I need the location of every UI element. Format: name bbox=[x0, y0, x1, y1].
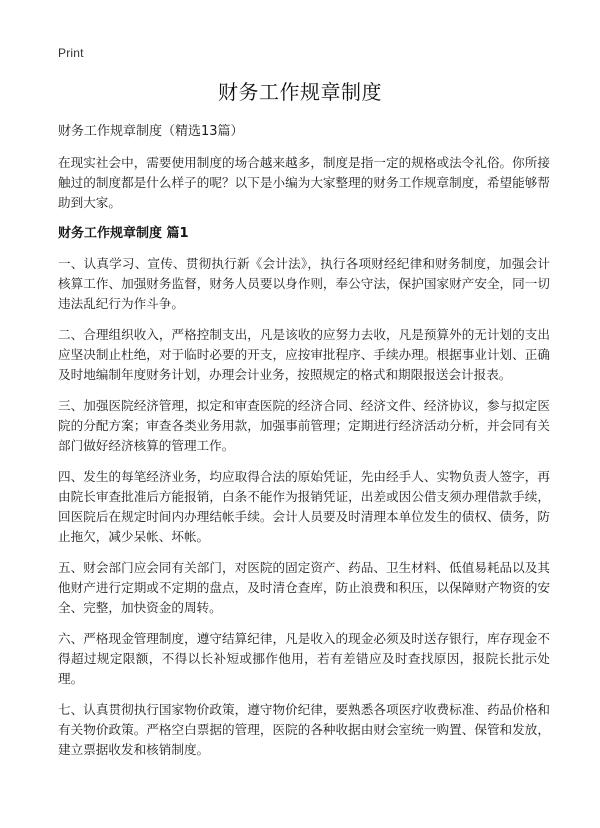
section-heading: 财务工作规章制度 篇1 bbox=[58, 226, 189, 241]
rule-item-2: 二、合理组织收入，严格控制支出，凡是该收的应努力去收，凡是预算外的无计划的支出应坚决制止杜绝，对于临时必要的开支，应按审批程序、手续办理。根据事业计划、正确及时地编制年度财务计划，办理会计业务，按照规定的格式和期限报送会计报表。 bbox=[58, 327, 550, 382]
rule-item-6: 六、严格现金管理制度，遵守结算纪律，凡是收入的现金必须及时送存银行，库存现金不得超过规定限额，不得以长补短或挪作他用，若有差错应及时查找原因，报院长批示处理。 bbox=[58, 631, 550, 686]
intro-paragraph: 在现实社会中，需要使用制度的场合越来越多，制度是指一定的规格或法令礼俗。你所接触过的制度都是什么样子的呢？以下是小编为大家整理的财务工作规章制度，希望能够帮助到大家。 bbox=[58, 155, 550, 210]
document-body bbox=[58, 122, 550, 771]
rule-item-3: 三、加强医院经济管理，拟定和审查医院的经济合同、经济文件、经济协议，参与拟定医院的分配方案；审查各类业务用款，加强事前管理；定期进行经济活动分析，并会同有关部门做好经济核算的管理工作。 bbox=[58, 398, 550, 453]
page-title: 财务工作规章制度 bbox=[218, 80, 382, 104]
rule-item-5: 五、财会部门应会同有关部门，对医院的固定资产、药品、卫生材料、低值易耗品以及其他财产进行定期或不定期的盘点，及时清仓查库，防止浪费和积压，以保障财产物资的安全、完整，加快资金的周转。 bbox=[58, 560, 550, 615]
rule-item-4: 四、发生的每笔经济业务，均应取得合法的原始凭证，先由经手人、实物负责人签字，再由院长审查批准后方能报销，白条不能作为报销凭证，出差或因公借支须办理借款手续，回医院后在规定时间内办理结帐手续。会计人员要及时清理本单位发生的债权、债务，防止拖欠，减少呆帐、坏帐。 bbox=[58, 469, 550, 544]
rule-item-1: 一、认真学习、宣传、贯彻执行新《会计法》，执行各项财经纪律和财务制度，加强会计核算工作、加强财务监督，财务人员要以身作则，奉公守法，保护国家财产安全，同一切违法乱纪行为作斗争。 bbox=[58, 256, 550, 311]
document-subtitle: 财务工作规章制度（精选13篇） bbox=[58, 124, 244, 139]
rule-item-7: 七、认真贯彻执行国家物价政策，遵守物价纪律，要熟悉各项医疗收费标准、药品价格和有关物价政策。严格空白票据的管理，医院的各种收据由财会室统一购置、保管和发放，建立票据收发和核销制度。 bbox=[58, 702, 550, 757]
print-link[interactable]: Print bbox=[58, 46, 84, 60]
